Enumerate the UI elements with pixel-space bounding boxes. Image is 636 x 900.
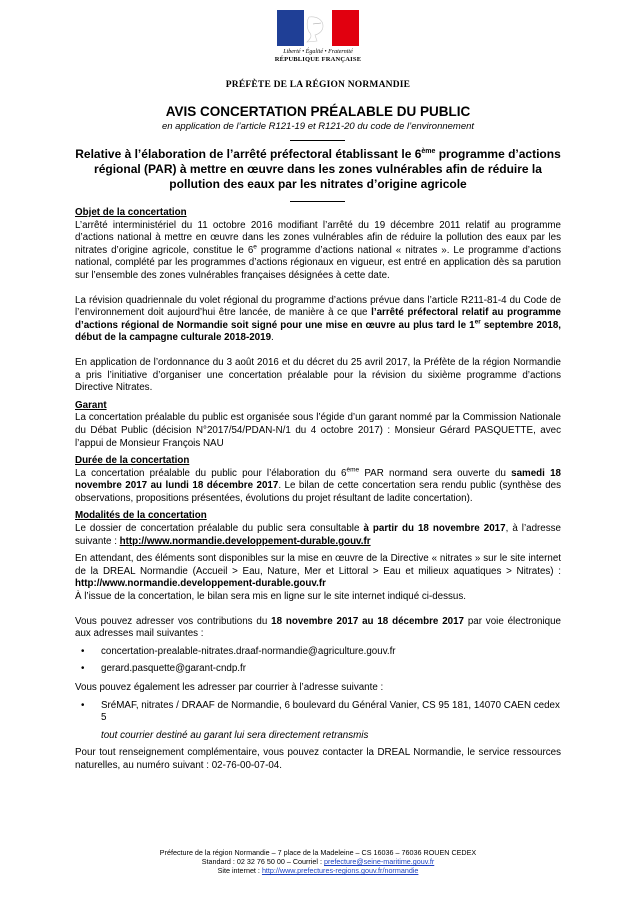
headline-part1: Relative à l’élaboration de l’arrêté préfectoral établissant le 6 — [75, 147, 422, 161]
email-link[interactable]: concertation-prealable-nitrates.draaf-normandie@agriculture.gouv.fr — [101, 645, 396, 657]
footer — [0, 848, 636, 875]
paragraph: À l’issue de la concertation, le bilan sera mis en ligne sur le site internet indiqué ci-dessus. — [75, 591, 466, 603]
list-item — [75, 646, 561, 659]
list-item — [75, 663, 561, 676]
motto: Liberté • Égalité • Fraternité — [283, 49, 353, 55]
footer-site: Site internet : http://www.prefectures-regions.gouv.fr/normandie — [217, 866, 419, 875]
address-list — [75, 700, 561, 725]
section-heading-modalites: Modalités de la concertation — [75, 510, 207, 522]
page-title: AVIS CONCERTATION PRÉALABLE DU PUBLIC — [165, 104, 471, 119]
page-subtitle: en application de l’article R121-19 et R121-20 du code de l’environnement — [161, 121, 475, 132]
dossier-link[interactable]: http://www.normandie.developpement-durable.gouv.fr — [119, 535, 371, 547]
list-item: • SréMAF, nitrates / DRAAF de Normandie, 6 boulevard du Général Vanier, CS 95 181, 14070 CAEN cedex 5 — [75, 700, 561, 725]
paragraph: Vous pouvez adresser vos contributions du 18 novembre 2017 au 18 décembre 2017 par voie électronique aux adresses mail suivantes : — [75, 615, 561, 640]
paragraph: L’arrêté interministériel du 11 octobre 2016 modifiant l’arrêté du 19 décembre 2011 relatif au programme d’actions national à mettre en œuvre dans les zones vulnérables afin de réduire la pollution des eaux par les nitrates d’origine agricole, constitue le 6e programme d’actions national « nitrates ». Le programme d’actions national, complété par les programmes d’actions régionaux en vigueur, est entré en application dès sa parution sur l’ensemble des zones vulnérables françaises désignées à cette date. — [75, 219, 561, 281]
paragraph: Vous pouvez également les adresser par courrier à l’adresse suivante : — [75, 682, 384, 693]
section-heading-duree: Durée de la concertation — [75, 455, 190, 467]
paragraph: La concertation préalable du public pour l’élaboration du 6ème PAR normand sera ouverte du samedi 18 novembre 2017 au lundi 18 décembre 2017. Le bilan de cette concertation sera rendu public (synthèse des observations, propositions présentées, évolutions du projet résultant de ladite concertation). — [75, 466, 561, 504]
paragraph: La concertation préalable du public est organisée sous l’égide d’un garant nommé par la Commission Nationale du Débat Public (décision N°2017/54/PDAN-N/1 du 4 octobre 2017) : Monsieur Gérard PASQUETTE, avec l’appui de Monsieur François NAU — [75, 412, 561, 449]
email-list — [75, 646, 561, 676]
document-body — [75, 207, 561, 778]
prefete-title: PRÉFÈTE DE LA RÉGION NORMANDIE — [225, 80, 411, 90]
marianne-logo — [268, 10, 368, 63]
divider — [290, 140, 345, 141]
note: tout courrier destiné au garant lui sera directement retransmis — [101, 729, 369, 741]
footer-address: Préfecture de la région Normandie – 7 place de la Madeleine – CS 16036 – 76036 ROUEN CEDEX — [159, 848, 477, 857]
paragraph: Le dossier de concertation préalable du public sera consultable à partir du 18 novembre 2017, à l’adresse suivante : http://www.normandie.developpement-durable.gouv.fr — [75, 523, 561, 547]
republique-label: RÉPUBLIQUE FRANÇAISE — [274, 56, 362, 63]
section-heading-garant: Garant — [75, 399, 107, 411]
footer-email-link[interactable]: prefecture@seine-maritime.gouv.fr — [324, 857, 435, 866]
headline — [75, 147, 561, 192]
marianne-logo-icon — [277, 10, 359, 46]
dreal-link[interactable]: http://www.normandie.developpement-durable.gouv.fr — [75, 578, 326, 590]
headline-part2: programme d’actions régional (PAR) à mettre en œuvre dans les zones vulnérables afin de réduire la pollution des eaux par les nitrates d’origine agricole — [94, 147, 561, 191]
paragraph: En application de l’ordonnance du 3 août 2016 et du décret du 25 avril 2017, la Préfète de la région Normandie a pris l’initiative d’organiser une concertation préalable pour la révision du sixième programme d’actions Directive Nitrates. — [75, 356, 561, 394]
divider — [290, 201, 345, 202]
footer-site-link[interactable]: http://www.prefectures-regions.gouv.fr/normandie — [261, 866, 419, 875]
paragraph: En attendant, des éléments sont disponibles sur la mise en œuvre de la Directive « nitrates » sur le site internet de la DREAL Normandie (Accueil > Eau, Nature, Mer et Littoral > Eau et milieux aquatiques > Nitrates) : http://www.normandie.developpement-durable.gouv.fr — [75, 553, 561, 590]
paragraph: La révision quadriennale du volet régional du programme d’actions prévue dans l’article R211-81-4 du Code de l’environnement doit aujourd’hui être lancée, de manière à ce que l’arrêté préfectoral relatif au programme d’actions régional de Normandie soit signé pour une mise en œuvre au plus tard le 1er septembre 2018, début de la campagne culturale 2018-2019. — [75, 294, 561, 344]
headline-sup: ème — [421, 148, 436, 155]
email-link[interactable]: gerard.pasquette@garant-cndp.fr — [101, 663, 247, 675]
footer-contact: Standard : 02 32 76 50 00 – Courriel : prefecture@seine-maritime.gouv.fr — [201, 857, 435, 866]
section-heading-objet: Objet de la concertation — [75, 207, 187, 218]
paragraph: Pour tout renseignement complémentaire, vous pouvez contacter la DREAL Normandie, le service ressources naturelles, au numéro suivant : 02-76-00-07-04. — [75, 747, 561, 771]
